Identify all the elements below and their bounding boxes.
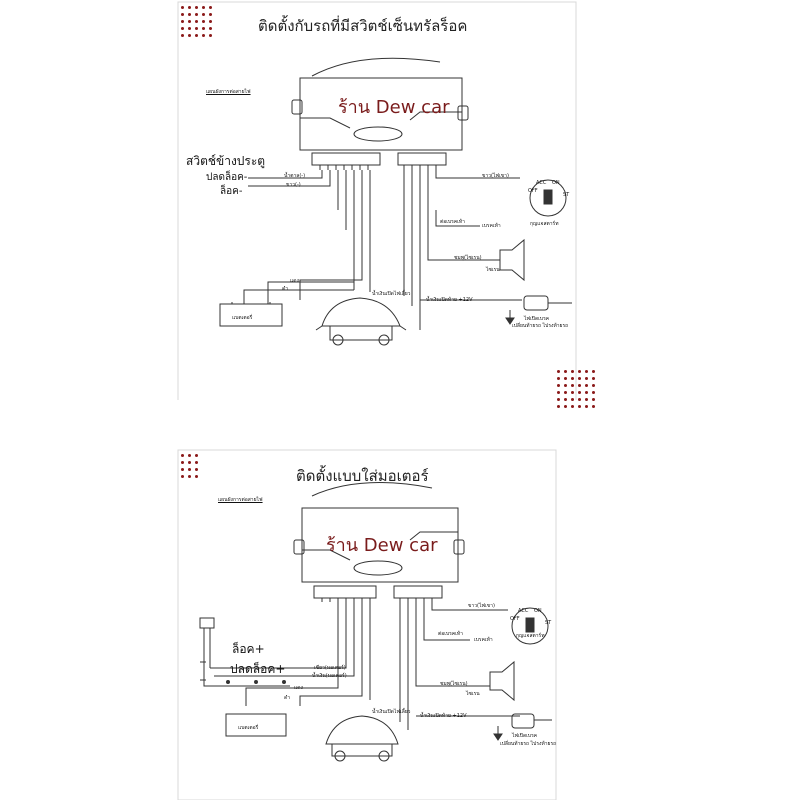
wire-white-label: ขาว(-) xyxy=(286,182,301,188)
key-acc: ACC xyxy=(536,180,547,186)
relay-note2-label: เปลี่ยนท้ายรถ ไปรงท้ายรถ xyxy=(500,741,557,747)
panel-title: ติดตั้งแบบใส่มอเตอร์ xyxy=(296,467,429,485)
key-on: ON xyxy=(552,180,560,186)
shop-watermark: ร้าน Dew car xyxy=(338,97,450,118)
key-on: ON xyxy=(534,608,542,614)
unlock-label: ปลดล็อค+ xyxy=(230,662,286,676)
ignition-key-label: กุญแจสตาร์ท xyxy=(516,633,545,639)
siren-shape xyxy=(500,240,524,280)
car-shape xyxy=(322,298,400,326)
horn-wire-label: น้ำเงินเปิดท้าย +12V xyxy=(420,713,467,719)
door-switch-label: สวิตช์ข้างประตู xyxy=(186,154,266,168)
ignition-wire-label: ขาว(ไฟเขา) xyxy=(482,173,509,179)
ignition-key-label: กุญแจสตาร์ท xyxy=(530,221,559,227)
key-st: ST xyxy=(563,192,570,198)
key-off: OFF xyxy=(528,188,538,194)
panel-title: ติดตั้งกับรถที่มีสวิตช์เซ็นทรัลร็อค xyxy=(258,17,468,35)
battery-label: แบตเตอรี่ xyxy=(232,315,253,321)
wire-brown-label: น้ำตาล(-) xyxy=(284,173,306,179)
ignition-wire-label: ขาว(ไฟเขา) xyxy=(468,603,495,609)
lock-label: ล็อค+ xyxy=(232,642,265,656)
wiring-diagram xyxy=(0,400,800,800)
diagram-caption: แผนผังการต่อสายไฟ xyxy=(218,497,263,503)
horn-wire-label: น้ำเงินเปิดท้าย +12V xyxy=(426,297,473,303)
wire-blue-label: น้ำเงิน(มอเตอร์) xyxy=(312,673,347,679)
key-off: OFF xyxy=(510,616,520,622)
brake-label: เบรคเท้า xyxy=(474,637,493,643)
siren-wire-label: ชมพู(ไซเรน) xyxy=(440,681,468,687)
motor-switch-shape xyxy=(200,618,214,628)
light-wire-label: น้ำเงินเปิดไฟเลี้ยว xyxy=(372,291,411,297)
siren-label: ไซเรน xyxy=(486,267,500,273)
wire-black-label: ดำ xyxy=(284,695,291,701)
battery-label: แบตเตอรี่ xyxy=(238,725,259,731)
relay-note2-label: เปลี่ยนท้ายรถ ไปรงท้ายรถ xyxy=(512,323,569,329)
light-wire-label: น้ำเงินเปิดไฟเลี้ยว xyxy=(372,709,411,715)
wire-red-label: แดง xyxy=(294,685,303,691)
siren-label: ไซเรน xyxy=(466,691,480,697)
key-st: ST xyxy=(545,620,552,626)
lock-label: ล็อค- xyxy=(220,186,243,197)
relay-note-label: ไฟเปิดเบรค xyxy=(524,316,550,322)
panel-motor-install xyxy=(0,400,800,800)
brake-wire-label: ต่อเบรคเท้า xyxy=(440,219,465,225)
brake-label: เบรคเท้า xyxy=(482,223,501,229)
diagram-caption: แผนผังการต่อสายไฟ xyxy=(206,89,251,95)
siren-wire-label: ชมพู(ไซเรน) xyxy=(454,255,482,261)
relay-shape xyxy=(524,296,548,310)
shop-watermark: ร้าน Dew car xyxy=(326,535,438,556)
key-acc: ACC xyxy=(518,608,529,614)
relay-note-label: ไฟเปิดเบรค xyxy=(512,733,538,739)
car-shape xyxy=(326,716,398,744)
unlock-label: ปลดล็อค- xyxy=(206,172,248,183)
brake-wire-label: ต่อเบรคเท้า xyxy=(438,631,463,637)
wire-red-label: แดง xyxy=(290,278,299,284)
wire-green-label: เขียว(มอเตอร์) xyxy=(314,665,346,671)
wire-black-label: ดำ xyxy=(282,286,289,292)
siren-shape xyxy=(490,662,514,700)
